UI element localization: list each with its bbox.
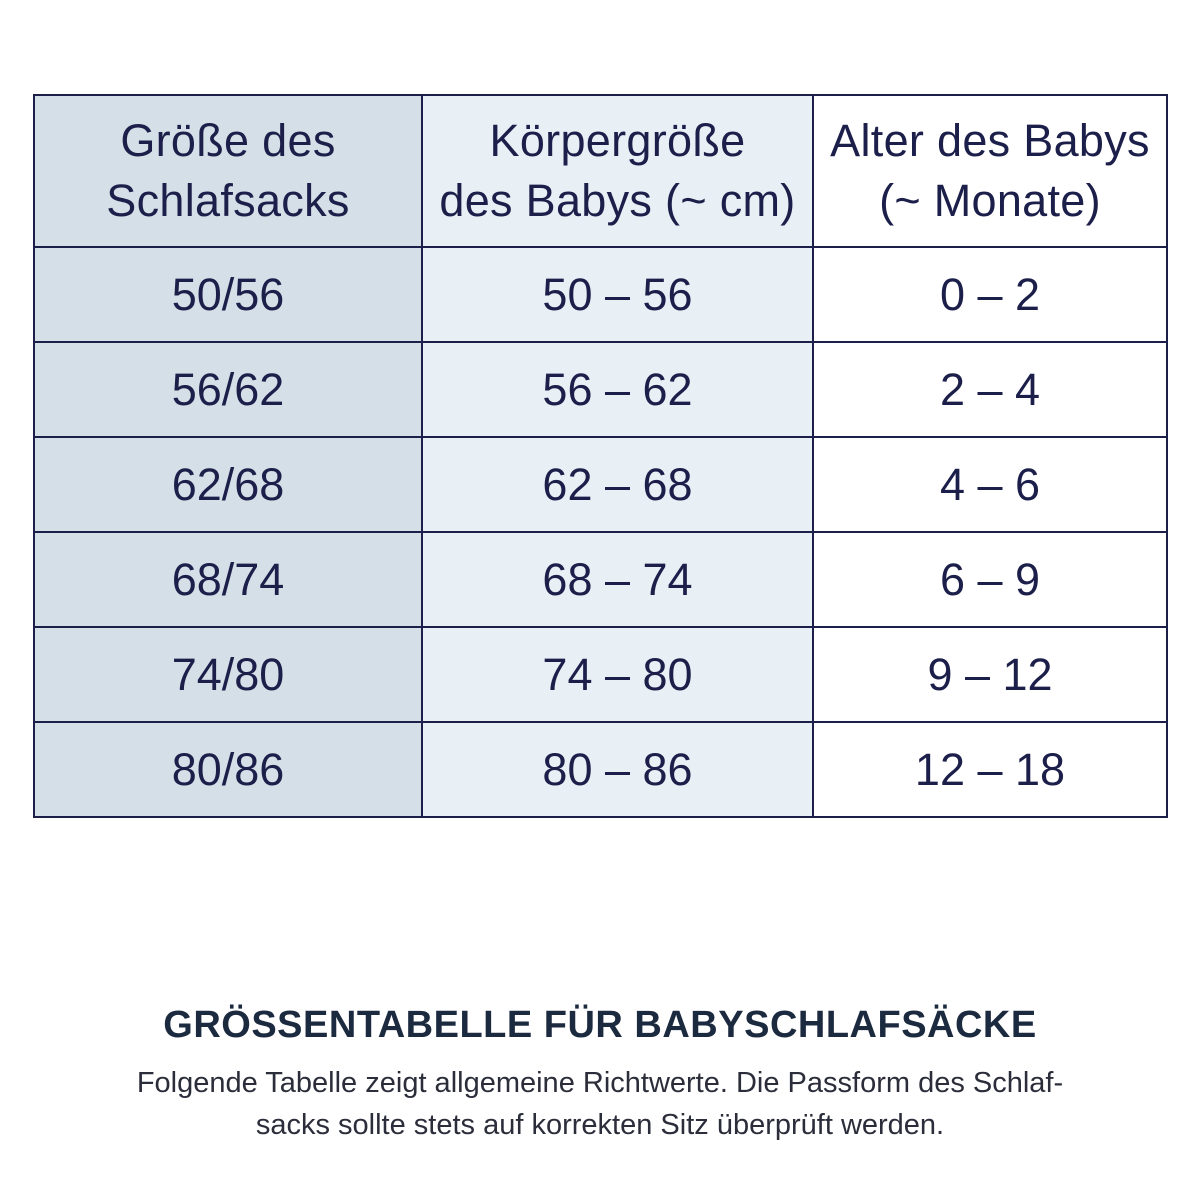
- table-row: [34, 532, 1167, 627]
- cell-sleeping-bag-size: 74/80: [34, 627, 422, 722]
- cell-baby-height: 50 – 56: [422, 247, 813, 342]
- header-line: Alter des Babys: [830, 115, 1150, 167]
- header-sleeping-bag-size: [34, 95, 422, 247]
- header-row: [34, 95, 1167, 247]
- header-baby-age: [813, 95, 1167, 247]
- caption-text-line: Folgende Tabelle zeigt allgemeine Richtwerte. Die Passform des Schlaf-: [136, 1067, 1064, 1099]
- header-line: (~ Monate): [879, 175, 1101, 226]
- caption-description: [0, 1062, 1200, 1146]
- header-line: Körpergröße: [489, 115, 746, 167]
- header-line: des Babys (~ cm): [439, 175, 796, 226]
- table-row: [34, 627, 1167, 722]
- cell-baby-height: 80 – 86: [422, 722, 813, 817]
- table-row: [34, 342, 1167, 437]
- cell-baby-age: 12 – 18: [813, 722, 1167, 817]
- header-line: Größe des: [120, 115, 336, 167]
- cell-sleeping-bag-size: 62/68: [34, 437, 422, 532]
- cell-sleeping-bag-size: 68/74: [34, 532, 422, 627]
- table-row: [34, 722, 1167, 817]
- table-row: [34, 247, 1167, 342]
- cell-sleeping-bag-size: 80/86: [34, 722, 422, 817]
- cell-baby-height: 68 – 74: [422, 532, 813, 627]
- table-row: [34, 437, 1167, 532]
- header-baby-height: [422, 95, 813, 247]
- caption-text-line: sacks sollte stets auf korrekten Sitz überprüft werden.: [255, 1109, 945, 1141]
- cell-baby-age: 2 – 4: [813, 342, 1167, 437]
- table-header: [34, 95, 1167, 247]
- table-body: [34, 247, 1167, 817]
- cell-baby-height: 56 – 62: [422, 342, 813, 437]
- size-chart-table: [33, 94, 1168, 818]
- caption-block: [0, 1000, 1200, 1146]
- cell-sleeping-bag-size: 50/56: [34, 247, 422, 342]
- caption-title: GRÖSSENTABELLE FÜR BABYSCHLAFSÄCKE: [163, 1004, 1037, 1046]
- cell-baby-age: 0 – 2: [813, 247, 1167, 342]
- header-line: Schlafsacks: [106, 175, 350, 226]
- cell-baby-age: 4 – 6: [813, 437, 1167, 532]
- cell-baby-height: 74 – 80: [422, 627, 813, 722]
- cell-baby-age: 6 – 9: [813, 532, 1167, 627]
- cell-baby-age: 9 – 12: [813, 627, 1167, 722]
- cell-baby-height: 62 – 68: [422, 437, 813, 532]
- cell-sleeping-bag-size: 56/62: [34, 342, 422, 437]
